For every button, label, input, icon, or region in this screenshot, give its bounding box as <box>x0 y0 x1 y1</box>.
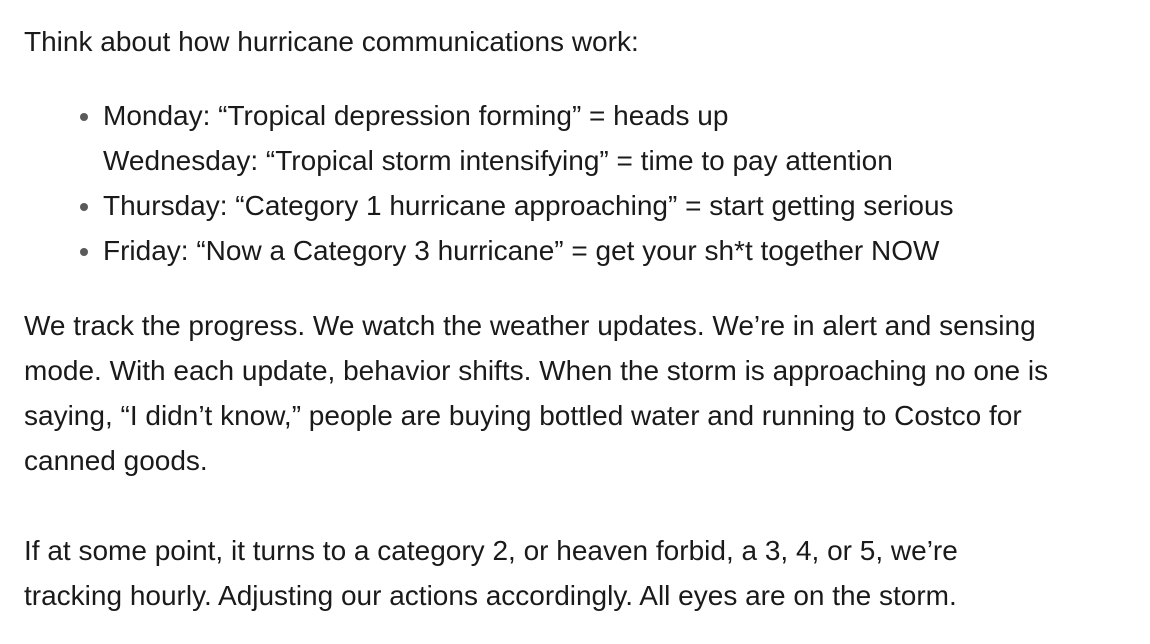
paragraph-line: tracking hourly. Adjusting our actions accordingly. All eyes are on the storm. <box>24 580 957 611</box>
paragraph-line: We track the progress. We watch the weather updates. We’re in alert and sensing <box>24 310 1036 341</box>
list-item-wednesday: Wednesday: “Tropical storm intensifying” = time to pay attention <box>103 145 893 176</box>
paragraph-line: If at some point, it turns to a category 2, or heaven forbid, a 3, 4, or 5, we’re <box>24 535 958 566</box>
list-item-monday: Monday: “Tropical depression forming” = heads up <box>103 93 1126 138</box>
list-item-thursday: Thursday: “Category 1 hurricane approaching” = start getting serious <box>103 183 1126 228</box>
paragraph-line: saying, “I didn’t know,” people are buying bottled water and running to Costco for <box>24 400 1022 431</box>
paragraph-line: mode. With each update, behavior shifts. When the storm is approaching no one is <box>24 355 1049 386</box>
paragraph-line: canned goods. <box>24 445 208 476</box>
intro-text: Think about how hurricane communications work: <box>24 26 639 57</box>
timeline-list <box>24 93 1126 273</box>
list-item-friday: Friday: “Now a Category 3 hurricane” = get your sh*t together NOW <box>103 228 1126 273</box>
paragraph-tracking <box>24 303 1126 483</box>
paragraph-category <box>24 528 1126 618</box>
